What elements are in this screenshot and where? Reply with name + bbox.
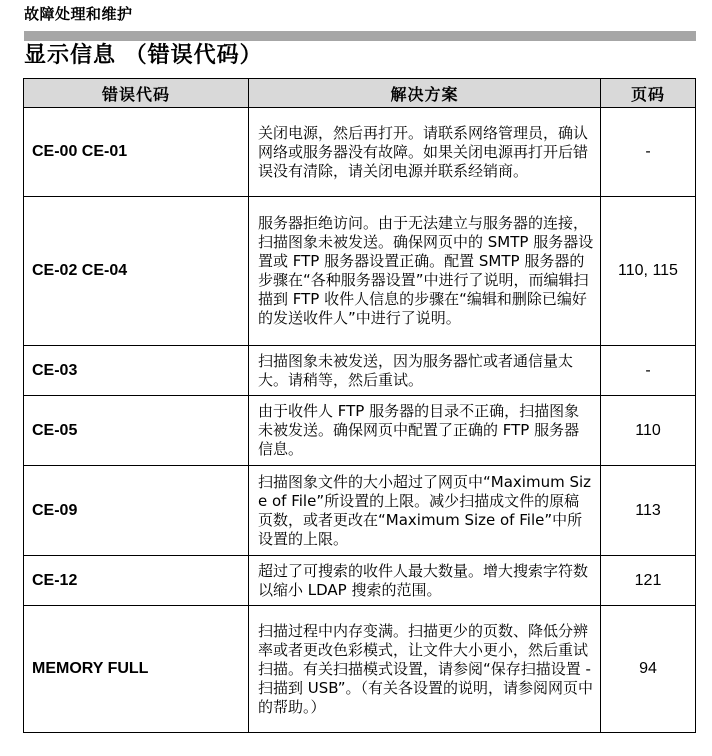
error-code: CE-02 CE-04 [24, 197, 249, 346]
table-row [24, 556, 696, 606]
solution-text: 关闭电源，然后再打开。请联系网络管理员，确认网络或服务器没有故障。如果关闭电源再打开后错误没有清除，请关闭电源并联系经销商。 [249, 108, 601, 197]
table-header-row [24, 79, 696, 108]
error-code: CE-05 [24, 396, 249, 466]
section-title: 显示信息 （错误代码） [24, 43, 263, 68]
page-number: 110 [601, 396, 696, 466]
error-code: CE-12 [24, 556, 249, 606]
solution-text: 服务器拒绝访问。由于无法建立与服务器的连接，扫描图象未被发送。确保网页中的 SMTP 服务器设置或 FTP 服务器设置正确。配置 SMTP 服务器的步骤在“各种服务器设置”中进行了说明，而编辑扫描到 FTP 收件人信息的步骤在“编辑和删除已编好的发送收件人”中进行了说明。 [249, 197, 601, 346]
table-row [24, 466, 696, 556]
solution-text: 由于收件人 FTP 服务器的目录不正确，扫描图象未被发送。确保网页中配置了正确的 FTP 服务器信息。 [249, 396, 601, 466]
solution-text: 扫描过程中内存变满。扫描更少的页数、降低分辨率或者更改色彩模式，让文件大小更小，然后重试扫描。有关扫描模式设置，请参阅“保存扫描设置 - 扫描到 USB”。（有关各设置的说明，请参阅网页中的帮助。） [249, 606, 601, 733]
page-number: 113 [601, 466, 696, 556]
solution-text: 超过了可搜索的收件人最大数量。增大搜索字符数以缩小 LDAP 搜索的范围。 [249, 556, 601, 606]
page-number: - [601, 346, 696, 396]
page-number: 110, 115 [601, 197, 696, 346]
chapter-header-rule [24, 31, 696, 41]
column-header-code: 错误代码 [24, 79, 249, 108]
error-code: CE-03 [24, 346, 249, 396]
error-code: CE-00 CE-01 [24, 108, 249, 197]
chapter-header [24, 5, 696, 41]
page-number: 121 [601, 556, 696, 606]
page-number: 94 [601, 606, 696, 733]
table-row [24, 108, 696, 197]
column-header-page: 页码 [601, 79, 696, 108]
table-row [24, 346, 696, 396]
error-code: CE-09 [24, 466, 249, 556]
error-code-table [23, 78, 696, 733]
table-row [24, 396, 696, 466]
table-row [24, 606, 696, 733]
column-header-solution: 解决方案 [249, 79, 601, 108]
solution-text: 扫描图象未被发送，因为服务器忙或者通信量太大。请稍等，然后重试。 [249, 346, 601, 396]
table-row [24, 197, 696, 346]
error-code: MEMORY FULL [24, 606, 249, 733]
chapter-title: 故障处理和维护 [24, 5, 133, 23]
solution-text: 扫描图象文件的大小超过了网页中“Maximum Size of File”所设置的上限。减少扫描成文件的原稿页数，或者更改在“Maximum Size of File”中所设置的上限。 [249, 466, 601, 556]
page-number: - [601, 108, 696, 197]
